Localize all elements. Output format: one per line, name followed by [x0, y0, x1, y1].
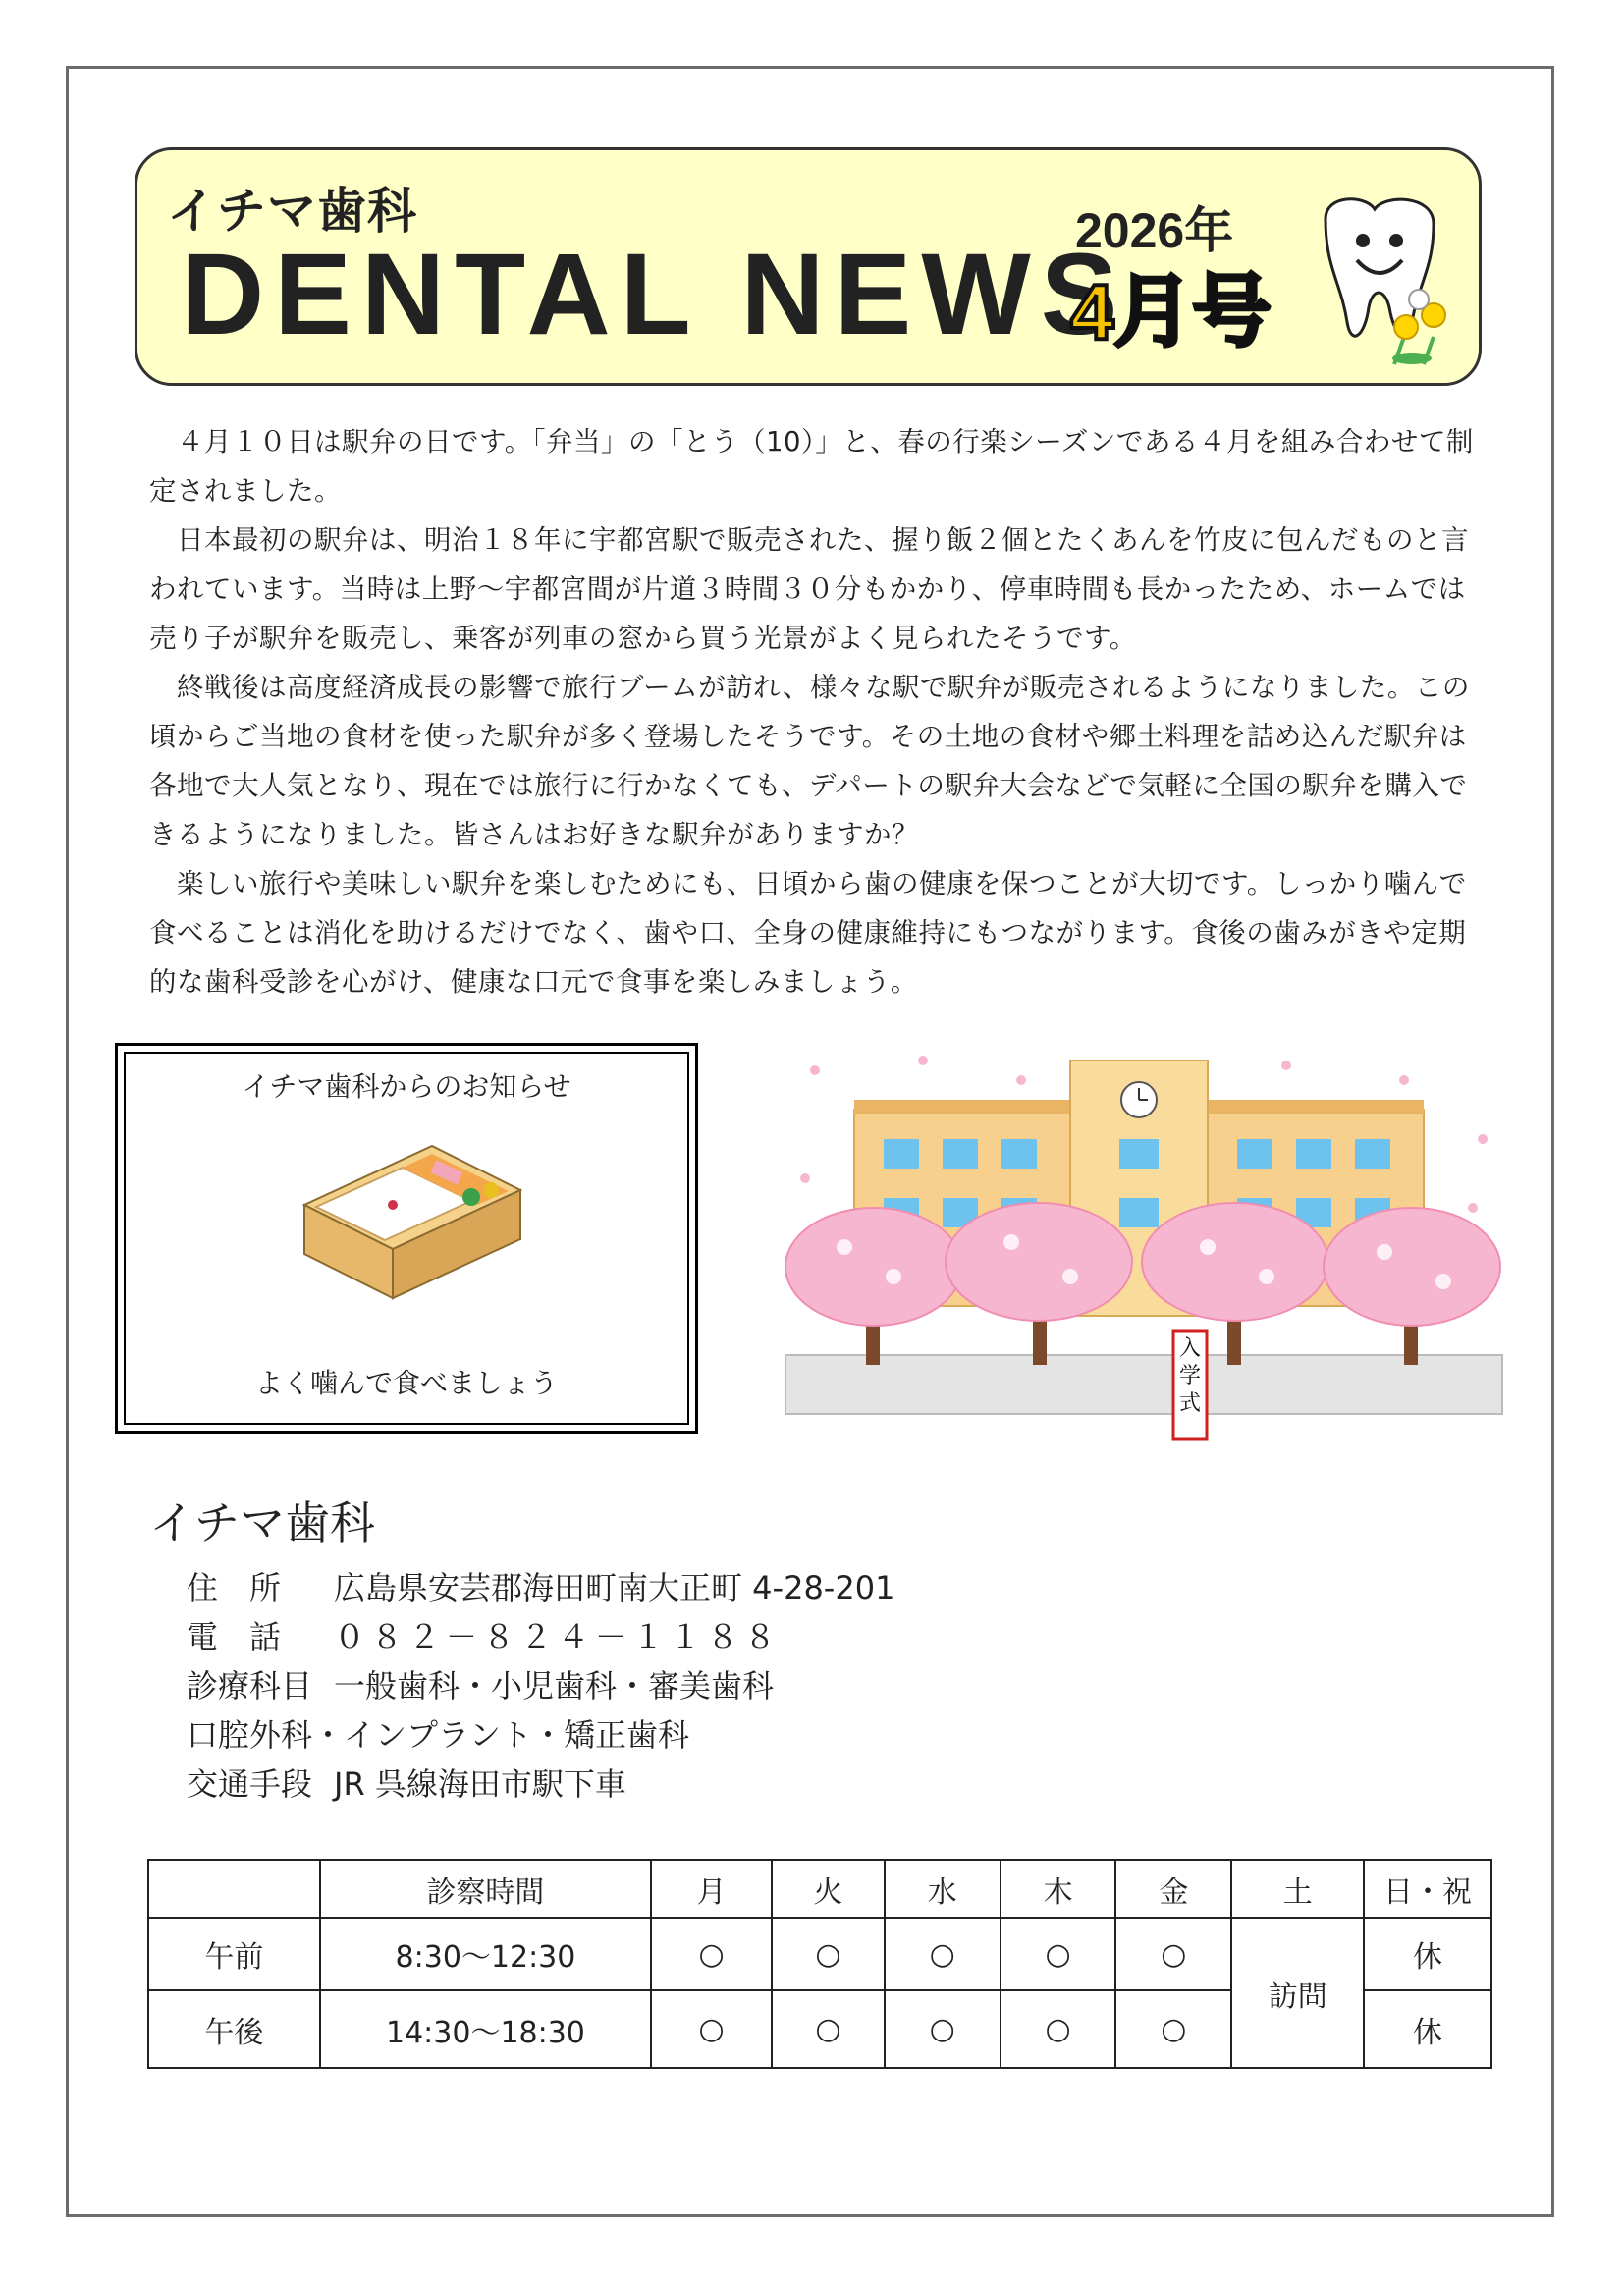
svg-text:入: 入 — [1178, 1336, 1202, 1361]
table-header-cell: 木 — [1001, 1860, 1116, 1918]
day-cell: ○ — [1115, 1918, 1231, 1990]
banner-issue: 4月号 — [1070, 268, 1272, 355]
table-row-am — [148, 1918, 1491, 1990]
table-header-cell: 水 — [885, 1860, 1001, 1918]
sunday-cell: 休 — [1364, 1918, 1491, 1990]
bento-box-icon — [285, 1136, 530, 1313]
banner-year: 2026年 — [1075, 203, 1234, 258]
address-label: 住 所 — [187, 1569, 282, 1606]
article-paragraph: 日本最初の駅弁は、明治１８年に宇都宮駅で販売された、握り飯２個とたくあんを竹皮に包んだものと言われています。当時は上野～宇都宮間が片道３時間３０分もかかり、停車時間も長かったため、ホームでは売り子が駅弁を販売し、乗客が列車の窓から買う光景がよく見られたそうです。 — [149, 524, 1469, 654]
phone-label: 電 話 — [187, 1618, 282, 1656]
phone-value: ０８２－８２４－１１８８ — [334, 1618, 783, 1656]
day-cell: ○ — [772, 1990, 885, 2068]
tooth-mascot-icon — [1296, 190, 1463, 366]
day-cell: ○ — [1001, 1990, 1116, 2068]
day-cell: ○ — [651, 1918, 772, 1990]
day-cell: ○ — [885, 1918, 1001, 1990]
table-header-cell: 月 — [651, 1860, 772, 1918]
table-header-cell: 診察時間 — [320, 1860, 651, 1918]
table-header-cell — [148, 1860, 320, 1918]
row-label: 午前 — [148, 1918, 320, 1990]
day-cell: ○ — [651, 1990, 772, 2068]
clinic-hours-table — [147, 1859, 1492, 2069]
day-cell: ○ — [885, 1990, 1001, 2068]
day-cell: ○ — [772, 1918, 885, 1990]
address-value: 広島県安芸郡海田町南大正町 4-28-201 — [334, 1569, 895, 1606]
day-cell: ○ — [1001, 1918, 1116, 1990]
access-label: 交通手段 — [187, 1766, 313, 1803]
notice-caption: よく噛んで食べましょう — [254, 1367, 558, 1399]
article-body — [149, 417, 1475, 1006]
table-header-cell: 土 — [1231, 1860, 1364, 1918]
article-paragraph: 楽しい旅行や美味しい駅弁を楽しむためにも、日頃から歯の健康を保つことが大切です。しっかり噛んで食べることは消化を助けるだけでなく、歯や口、全身の健康維持にもつながります。食後の歯みがきや定期的な歯科受診を心がけ、健康な口元で食事を楽しみましょう。 — [149, 868, 1467, 998]
notice-title: イチマ歯科からのお知らせ — [242, 1070, 571, 1103]
banner-title: DENTAL NEWS — [181, 230, 1128, 359]
svg-text:学: 学 — [1178, 1364, 1202, 1388]
clinic-info — [187, 1563, 894, 1809]
day-cell: ○ — [1115, 1990, 1231, 2068]
department-value-2: 口腔外科・インプラント・矯正歯科 — [187, 1716, 690, 1754]
sunday-cell: 休 — [1364, 1990, 1491, 2068]
clinic-name-heading: イチマ歯科 — [149, 1496, 375, 1550]
row-time: 14:30～18:30 — [320, 1990, 651, 2068]
saturday-cell: 訪問 — [1231, 1918, 1364, 2068]
banner-clinic-name: イチマ歯科 — [167, 183, 417, 240]
row-time: 8:30～12:30 — [320, 1918, 651, 1990]
article-paragraph: ４月１０日は駅弁の日です。「弁当」の「とう（10）」と、春の行楽シーズンである４月を組み合わせて制定されました。 — [149, 426, 1474, 507]
school-cherry-blossom-illustration — [776, 1041, 1512, 1453]
table-header-cell: 火 — [772, 1860, 885, 1918]
access-value: JR 呉線海田市駅下車 — [334, 1766, 626, 1803]
table-header-cell: 金 — [1115, 1860, 1231, 1918]
table-header-cell: 日・祝 — [1364, 1860, 1491, 1918]
department-value: 一般歯科・小児歯科・審美歯科 — [334, 1667, 775, 1705]
article-paragraph: 終戦後は高度経済成長の影響で旅行ブームが訪れ、様々な駅で駅弁が販売されるようになりました。この頃からご当地の食材を使った駅弁が多く登場したそうです。その土地の食材や郷土料理を詰め込んだ駅弁は各地で大人気となり、現在では旅行に行かなくても、デパートの駅弁大会などで気軽に全国の駅弁を購入できるようになりました。皆さんはお好きな駅弁がありますか？ — [149, 672, 1470, 850]
row-label: 午後 — [148, 1990, 320, 2068]
svg-text:式: 式 — [1178, 1391, 1202, 1416]
table-header-row — [148, 1860, 1491, 1918]
department-label: 診療科目 — [187, 1667, 313, 1705]
notice-box — [115, 1043, 698, 1434]
newsletter-banner — [135, 147, 1482, 386]
